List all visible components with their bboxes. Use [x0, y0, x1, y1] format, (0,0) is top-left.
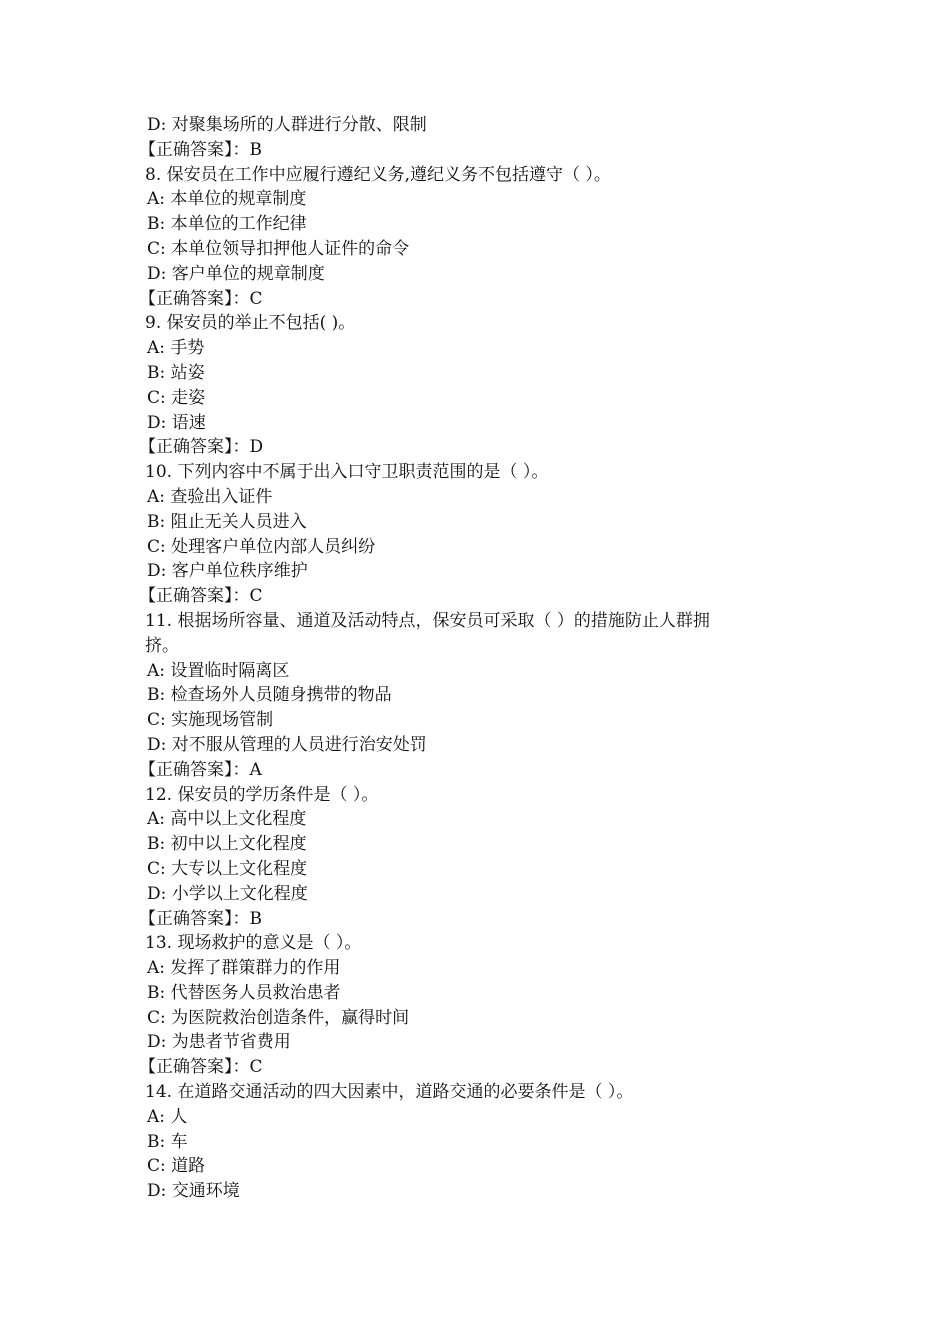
answer-value: ：C — [232, 1057, 263, 1078]
option-b: B: 车 — [147, 1131, 188, 1152]
option-b: B: 初中以上文化程度 — [147, 834, 307, 855]
answer-value: ：B — [232, 908, 262, 929]
option-b: B: 检查场外人员随身携带的物品 — [147, 685, 392, 706]
answer-label: 【正确答案】 — [139, 1057, 233, 1078]
answer-value: ：D — [232, 437, 264, 458]
question-stem: 13. 现场救护的意义是（ ）。 — [145, 933, 362, 954]
correct-answer — [139, 435, 805, 460]
option-b: B: 代替医务人员救治患者 — [147, 982, 341, 1003]
option-c: C: 本单位领导扣押他人证件的命令 — [147, 238, 410, 259]
correct-answer — [139, 287, 805, 312]
option-a: A: 本单位的规章制度 — [147, 189, 307, 210]
correct-answer — [139, 758, 805, 783]
option-c: C: 为医院救治创造条件，赢得时间 — [147, 1007, 410, 1028]
correct-answer — [139, 138, 805, 163]
answer-label: 【正确答案】 — [139, 437, 233, 458]
option-a: A: 发挥了群策群力的作用 — [147, 958, 341, 979]
option-a: A: 手势 — [147, 338, 205, 359]
option-a: A: 设置临时隔离区 — [147, 660, 290, 681]
option-c: C: 处理客户单位内部人员纠纷 — [147, 536, 376, 557]
option-b: B: 本单位的工作纪律 — [147, 214, 307, 235]
option-d: D: 交通环境 — [147, 1181, 240, 1202]
answer-label: 【正确答案】 — [139, 288, 233, 309]
option-d: D: 对不服从管理的人员进行治安处罚 — [147, 734, 427, 755]
option-d: D: 小学以上文化程度 — [147, 883, 308, 904]
question-stem: 8. 保安员在工作中应履行遵纪义务,遵纪义务不包括遵守（ ）。 — [145, 164, 611, 185]
question-stem: 11. 根据场所容量、通道及活动特点，保安员可采取（ ）的措施防止人群拥 — [145, 610, 710, 631]
option-c: C: 道路 — [147, 1156, 206, 1177]
option-d: D: 对聚集场所的人群进行分散、限制 — [147, 115, 427, 135]
question-stem: 12. 保安员的学历条件是（ ）。 — [145, 784, 379, 805]
option-d: D: 语速 — [147, 412, 206, 433]
answer-value: ：C — [232, 288, 263, 309]
question-stem: 10. 下列内容中不属于出入口守卫职责范围的是（ ）。 — [145, 462, 549, 483]
option-c: C: 实施现场管制 — [147, 710, 274, 731]
option-d: D: 客户单位秩序维护 — [147, 561, 308, 582]
option-c: C: 大专以上文化程度 — [147, 858, 308, 879]
answer-label: 【正确答案】 — [139, 759, 233, 780]
answer-label: 【正确答案】 — [139, 908, 233, 929]
question-stem-continuation: 挤。 — [145, 635, 179, 656]
question-stem: 9. 保安员的举止不包括( )。 — [145, 313, 356, 334]
answer-label: 【正确答案】 — [139, 586, 233, 607]
option-b: B: 阻止无关人员进入 — [147, 511, 307, 532]
answer-value: ：B — [232, 139, 262, 160]
question-stem: 14. 在道路交通活动的四大因素中，道路交通的必要条件是（ ）。 — [145, 1082, 634, 1103]
exam-document — [139, 113, 805, 1204]
option-a: A: 查验出入证件 — [147, 486, 273, 507]
option-d: D: 客户单位的规章制度 — [147, 263, 325, 284]
answer-label: 【正确答案】 — [139, 139, 233, 160]
option-d: D: 为患者节省费用 — [147, 1032, 291, 1053]
option-c: C: 走姿 — [147, 387, 206, 408]
correct-answer — [139, 907, 805, 932]
option-a: A: 人 — [147, 1106, 188, 1127]
correct-answer — [139, 584, 805, 609]
answer-value: ：C — [232, 586, 263, 607]
answer-value: ：A — [232, 759, 262, 780]
option-a: A: 高中以上文化程度 — [147, 809, 307, 830]
correct-answer — [139, 1055, 805, 1080]
option-b: B: 站姿 — [147, 362, 205, 383]
